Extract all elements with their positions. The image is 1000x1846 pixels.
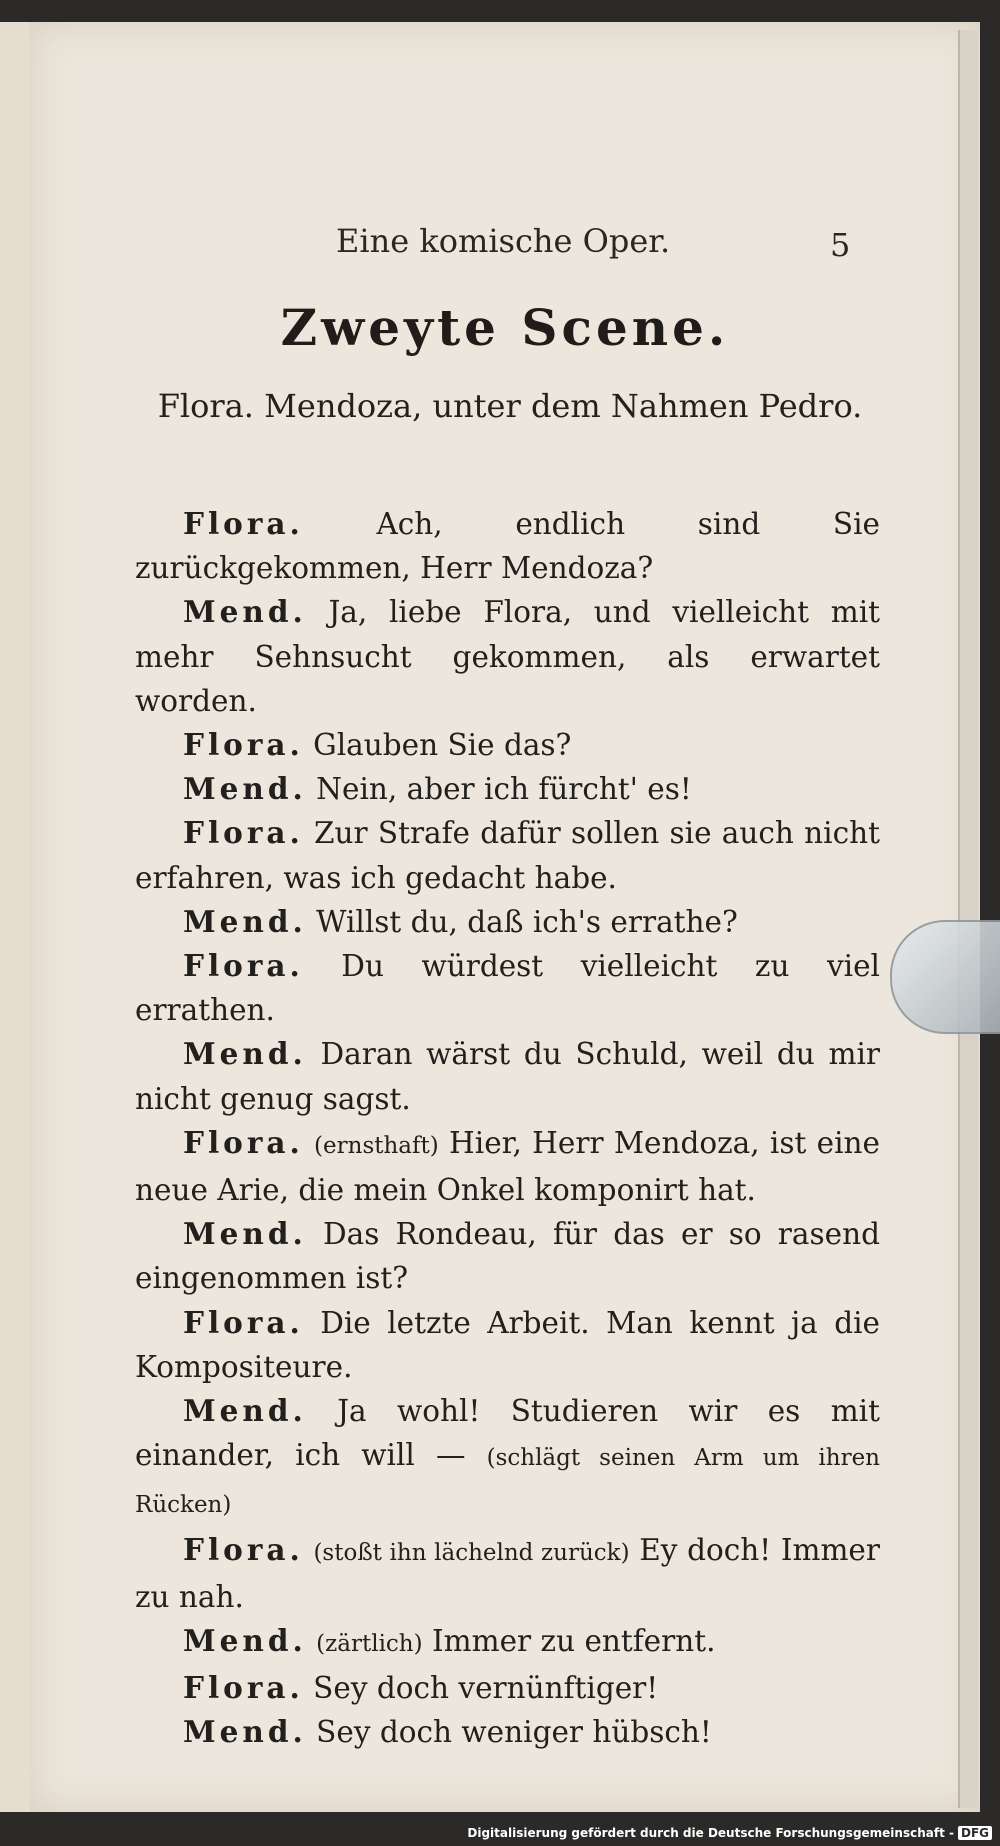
speech-7: [135, 944, 880, 1032]
speech-6: [135, 900, 880, 944]
speaker: Flora.: [183, 1531, 304, 1567]
speech-3: [135, 723, 880, 767]
digitization-credit: [467, 1826, 992, 1840]
speaker: Mend.: [183, 594, 307, 630]
running-head: Eine komische Oper.: [336, 222, 671, 260]
stage-direction: (schlägt seinen Arm um ihren Rücken): [135, 1445, 880, 1519]
page-stack-edge: [958, 30, 978, 1808]
speech-text: Nein, aber ich fürcht' es!: [316, 772, 692, 807]
speech-14: [135, 1619, 880, 1666]
facing-page-edge: [0, 22, 33, 1812]
speech-9: [135, 1121, 880, 1212]
dfg-logo: DFG: [958, 1826, 992, 1840]
speech-text: Die letzte Arbeit. Man kennt ja die Kompositeure.: [135, 1305, 880, 1384]
speech-10: [135, 1212, 880, 1300]
speech-text: Hier, Herr Mendoza, ist eine neue Arie, die mein Onkel komponirt hat.: [135, 1125, 880, 1208]
speech-15: [135, 1666, 880, 1710]
speech-text: Ja wohl! Studieren wir es mit einander, ich will —: [135, 1394, 880, 1473]
page-header: [30, 222, 980, 272]
speech-11: [135, 1301, 880, 1389]
speech-4: [135, 767, 880, 811]
speech-8: [135, 1032, 880, 1120]
stage-direction: (zärtlich): [316, 1631, 423, 1658]
speech-text: Ach, endlich sind Sie zurückgekommen, Herr Mendoza?: [135, 507, 880, 586]
speech-1: [135, 502, 880, 590]
dialogue: [135, 502, 880, 1755]
speech-text: Sey doch vernünftiger!: [313, 1671, 659, 1706]
stage-direction: (ernsthaft): [314, 1132, 439, 1159]
speech-2: [135, 590, 880, 723]
credit-text: Digitalisierung gefördert durch die Deutsche Forschungsgemeinschaft -: [467, 1826, 954, 1840]
speaker: Flora.: [183, 1124, 304, 1160]
speech-text: Du würdest vielleicht zu viel errathen.: [135, 949, 880, 1028]
speech-text: Glauben Sie das?: [313, 728, 572, 763]
speaker: Flora.: [183, 948, 304, 984]
speech-text: Willst du, daß ich's errathe?: [316, 904, 738, 939]
speaker: Mend.: [183, 1036, 307, 1072]
speaker: Mend.: [183, 1623, 307, 1659]
speech-13: [135, 1528, 880, 1619]
speaker: Mend.: [183, 1216, 307, 1252]
speaker: Flora.: [183, 506, 304, 541]
speech-text: Daran wärst du Schuld, weil du mir nicht genug sagst.: [135, 1037, 880, 1116]
characters-line: Flora. Mendoza, unter dem Nahmen Pedro.: [157, 387, 863, 425]
speaker: Mend.: [183, 1393, 307, 1429]
speech-12: [135, 1389, 880, 1528]
speaker: Flora.: [183, 1670, 304, 1706]
speaker: Mend.: [183, 771, 307, 807]
speaker: Mend.: [183, 903, 307, 939]
page-clip: [890, 920, 1000, 1034]
speech-text: Das Rondeau, für das er so rasend eingenommen ist?: [135, 1217, 880, 1296]
speech-text: Zur Strafe dafür sollen sie auch nicht erfahren, was ich gedacht habe.: [135, 816, 880, 895]
book-page: [30, 22, 980, 1812]
speaker: Mend.: [183, 1714, 307, 1750]
speech-text: Ja, liebe Flora, und vielleicht mit mehr Sehnsucht gekommen, als erwartet worden.: [135, 595, 880, 718]
speech-text: Sey doch weniger hübsch!: [316, 1715, 712, 1750]
page-number: 5: [830, 226, 851, 264]
speech-5: [135, 811, 880, 899]
speaker: Flora.: [183, 727, 304, 763]
speaker: Flora.: [183, 815, 304, 851]
scene-title: Zweyte Scene.: [280, 298, 730, 357]
speech-text: Immer zu entfernt.: [431, 1624, 716, 1659]
stage-direction: (stoßt ihn lächelnd zurück): [313, 1539, 630, 1566]
speaker: Flora.: [183, 1304, 304, 1340]
speech-text: Ey doch! Immer zu nah.: [135, 1532, 880, 1614]
speech-16: [135, 1710, 880, 1754]
